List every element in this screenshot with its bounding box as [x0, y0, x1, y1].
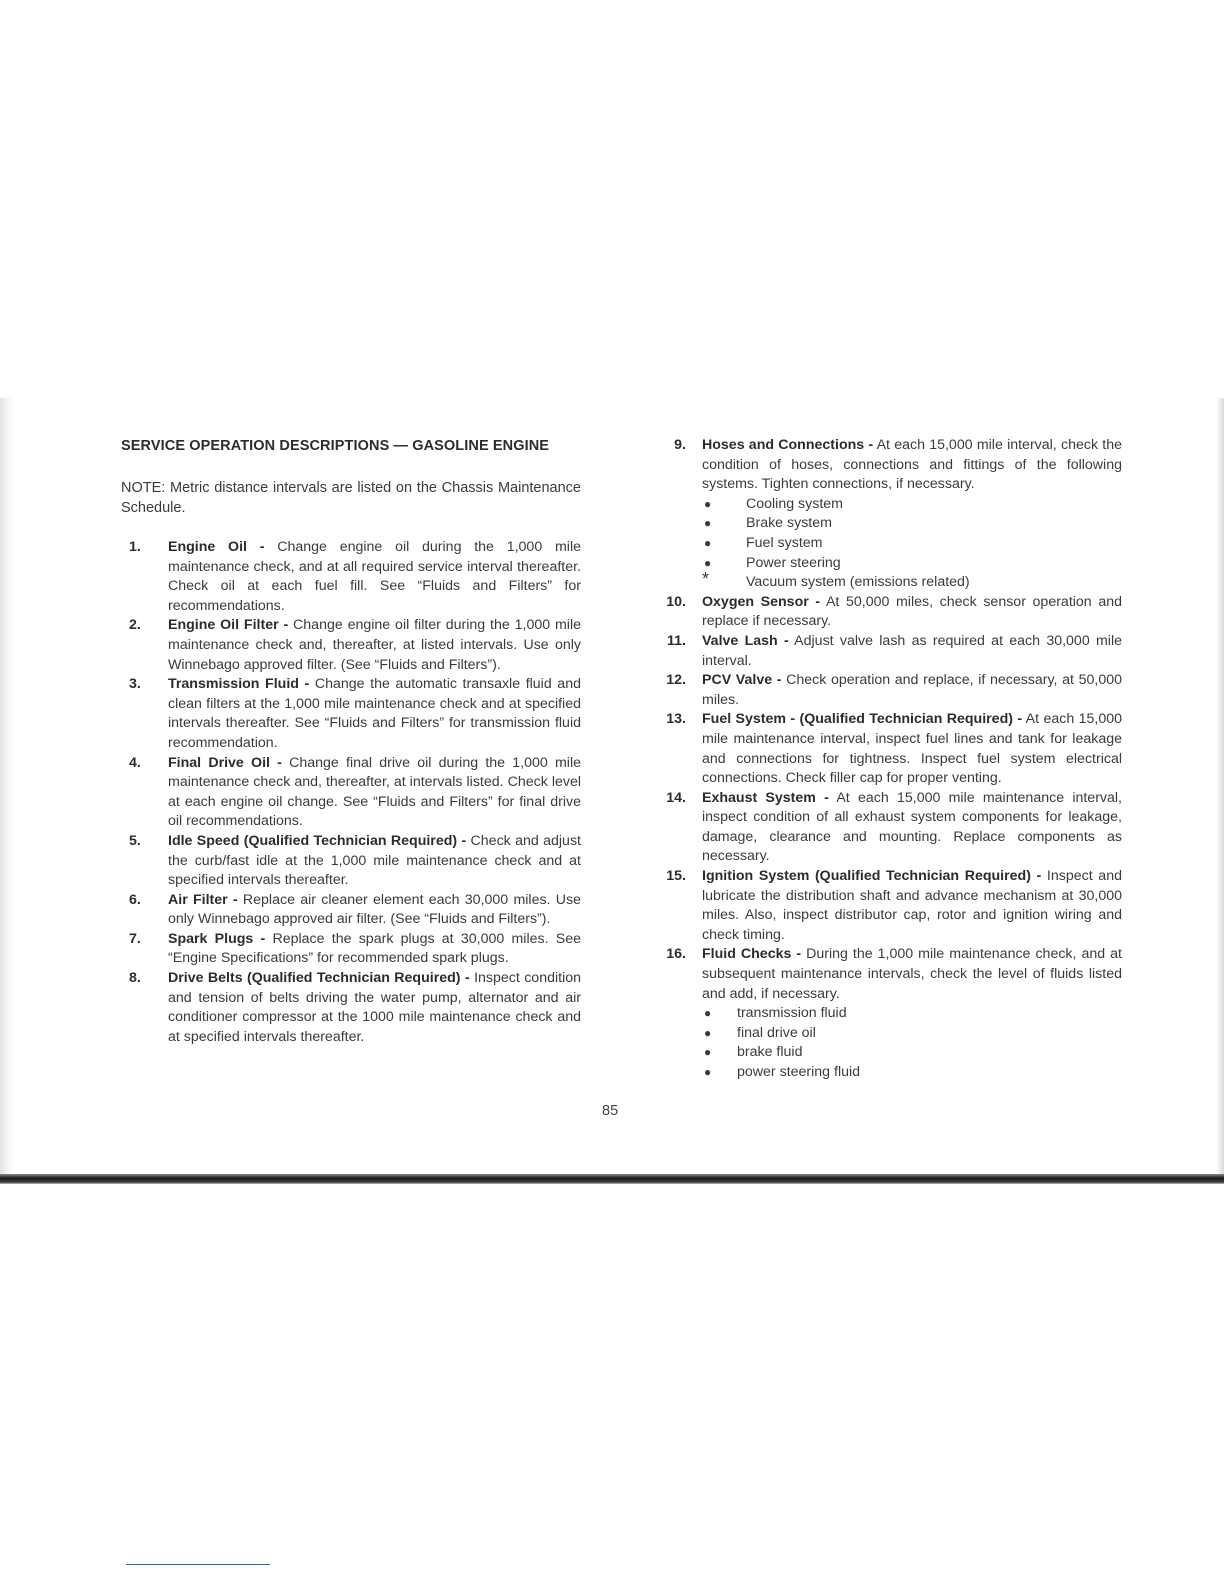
bullet-text: Power steering — [746, 554, 841, 571]
item-title: Transmission Fluid - — [168, 676, 310, 693]
left-item-list — [121, 538, 581, 1047]
list-item — [652, 710, 1122, 788]
item-title: Engine Oil - — [168, 539, 265, 555]
list-item — [121, 891, 581, 930]
bullet-text: Fuel system — [746, 534, 823, 551]
bullet-dot-icon: ● — [704, 555, 712, 570]
bullet-item — [702, 1024, 1122, 1044]
bullet-text: Cooling system — [746, 495, 843, 512]
bullet-dot-icon: ● — [704, 1025, 712, 1040]
item-title: Fuel System - (Qualified Technician Required) - — [702, 711, 1023, 728]
item-title: Exhaust System - — [702, 789, 829, 806]
list-item — [121, 675, 581, 753]
list-item — [121, 969, 581, 1047]
item-number: 13. — [666, 711, 686, 728]
hose-system-list — [702, 495, 1122, 593]
asterisk-icon: * — [702, 569, 710, 590]
bullet-dot-icon: ● — [704, 516, 712, 531]
right-page-edge-shadow — [1216, 398, 1224, 1180]
item-number: 9. — [674, 437, 686, 453]
item-number: 10. — [666, 593, 686, 610]
item-title: Ignition System (Qualified Technician Required) - — [702, 868, 1042, 885]
item-text: Inspect and lubricate the distribution shaft and advance mechanism at 30,000 miles. Also, inspect distributor cap, rotor and ignition wiring and check timing. — [702, 868, 1122, 943]
left-page-edge-shadow — [0, 398, 14, 1180]
item-title: Final Drive Oil - — [168, 754, 282, 771]
item-text: During the 1,000 mile maintenance check, and at subsequent maintenance intervals, check the level of fluids listed and add, if necessary. — [702, 946, 1122, 1002]
item-title: Hoses and Connections - — [702, 437, 874, 453]
bullet-dot-icon: ● — [704, 1045, 712, 1060]
bullet-dot-icon: ● — [704, 535, 712, 550]
item-text: Check operation and replace, if necessary, at 50,000 miles. — [702, 672, 1122, 708]
item-number: 3. — [129, 676, 141, 693]
scan-bottom-edge — [0, 1174, 1224, 1184]
bullet-item — [702, 1043, 1122, 1063]
bullet-dot-icon: ● — [704, 1006, 712, 1021]
bullet-dot-icon: ● — [704, 496, 712, 511]
item-number: 2. — [129, 617, 141, 634]
list-item — [652, 867, 1122, 945]
bullet-text: final drive oil — [737, 1024, 816, 1041]
list-item — [652, 436, 1122, 593]
list-item — [652, 945, 1122, 1082]
list-item — [121, 538, 581, 616]
right-column — [652, 436, 1122, 1083]
item-number: 1. — [129, 539, 141, 555]
item-number: 5. — [129, 832, 141, 849]
item-text: Inspect condition and tension of belts driving the water pump, alternator and air conditioner compressor at the 1000 mile maintenance check and at specified intervals thereafter. — [168, 970, 582, 1045]
bullet-item — [702, 534, 1122, 554]
item-text: At each 15,000 mile maintenance interval, inspect condition of all exhaust system components for leakage, damage, clearance and mounting. Replace components as necessary. — [702, 789, 1123, 865]
item-text: Change final drive oil during the 1,000 mile maintenance check and, thereafter, at intervals listed. Check level at each engine oil change. See “Fluids and Filters” for final drive oil recommendations. — [168, 754, 581, 830]
item-text: Replace the spark plugs at 30,000 miles. See “Engine Specifications” for recommended spark plugs. — [168, 930, 581, 967]
item-title: Engine Oil Filter - — [168, 617, 289, 634]
item-number: 11. — [667, 632, 686, 649]
item-text: Replace air cleaner element each 30,000 miles. Use only Winnebago approved air filter. (See “Fluids and Filters”). — [168, 891, 581, 928]
item-title: Oxygen Sensor - — [702, 593, 821, 610]
item-text: At each 15,000 mile interval, check the condition of hoses, connections and fittings of the following systems. Tighten connections, if necessary. — [702, 437, 1122, 493]
list-item — [652, 632, 1122, 671]
bullet-item — [702, 1004, 1122, 1024]
left-column — [121, 436, 581, 1047]
bullet-text: Vacuum system (emissions related) — [746, 574, 970, 591]
bullet-item — [702, 569, 1122, 593]
item-title: Idle Speed (Qualified Technician Required) - — [168, 832, 467, 849]
bullet-text: Brake system — [746, 515, 832, 532]
item-text: Change the automatic transaxle fluid and clean filters at the 1,000 mile maintenance check and at specified intervals thereafter. See “Fluids and Filters” for transmission fluid recommendation. — [168, 676, 581, 751]
item-title: Valve Lash - — [702, 632, 789, 649]
item-title: Drive Belts (Qualified Technician Required) - — [168, 970, 470, 987]
section-heading: SERVICE OPERATION DESCRIPTIONS — GASOLINE ENGINE — [121, 438, 550, 454]
item-number: 6. — [129, 891, 141, 908]
bullet-text: brake fluid — [737, 1044, 803, 1061]
item-number: 8. — [129, 970, 141, 987]
item-title: Air Filter - — [168, 891, 238, 908]
item-number: 15. — [666, 868, 686, 885]
item-title: PCV Valve - — [702, 672, 782, 689]
item-number: 16. — [666, 946, 686, 963]
list-item — [121, 754, 581, 832]
list-item — [652, 789, 1122, 867]
list-item — [121, 616, 581, 675]
item-number: 12. — [666, 672, 686, 689]
item-text: Change engine oil filter during the 1,000 mile maintenance check and, thereafter, at listed intervals. Use only Winnebago approved filter. (See “Fluids and Filters”). — [168, 617, 581, 673]
bullet-item — [702, 495, 1122, 515]
bullet-text: power steering fluid — [737, 1064, 861, 1080]
footnote-rule — [126, 1564, 270, 1565]
list-item — [652, 671, 1122, 710]
item-title: Spark Plugs - — [168, 930, 266, 947]
item-text: Adjust valve lash as required at each 30,000 mile interval. — [702, 632, 1123, 669]
item-text: At 50,000 miles, check sensor operation and replace if necessary. — [702, 593, 1122, 630]
bullet-item — [702, 1063, 1122, 1083]
item-number: 14. — [666, 789, 686, 806]
fluid-check-list — [702, 1004, 1122, 1082]
bullet-item — [702, 554, 1122, 574]
page-number: 85 — [602, 1103, 619, 1119]
list-item — [652, 593, 1122, 632]
item-text: Check and adjust the curb/fast idle at the 1,000 mile maintenance check and at specified intervals thereafter. — [168, 832, 581, 889]
item-title: Fluid Checks - — [702, 946, 802, 963]
item-text: Change engine oil during the 1,000 mile maintenance check, and at all required service interval thereafter. Check oil at each fuel fill. See “Fluids and Filters” for recommendations. — [168, 539, 581, 614]
bullet-text: transmission fluid — [737, 1005, 847, 1022]
item-text: At each 15,000 mile maintenance interval, inspect fuel lines and tank for leakage and connections for tightness. Inspect fuel system electrical connections. Check filler cap for proper venting. — [702, 711, 1123, 787]
right-item-list — [652, 436, 1122, 1083]
list-item — [121, 832, 581, 891]
item-number: 4. — [129, 754, 141, 771]
bullet-item — [702, 514, 1122, 534]
bullet-dot-icon: ● — [704, 1065, 712, 1079]
metric-note: NOTE: Metric distance intervals are listed on the Chassis Maintenance Schedule. — [121, 480, 581, 516]
list-item — [121, 930, 581, 969]
item-number: 7. — [129, 930, 141, 947]
